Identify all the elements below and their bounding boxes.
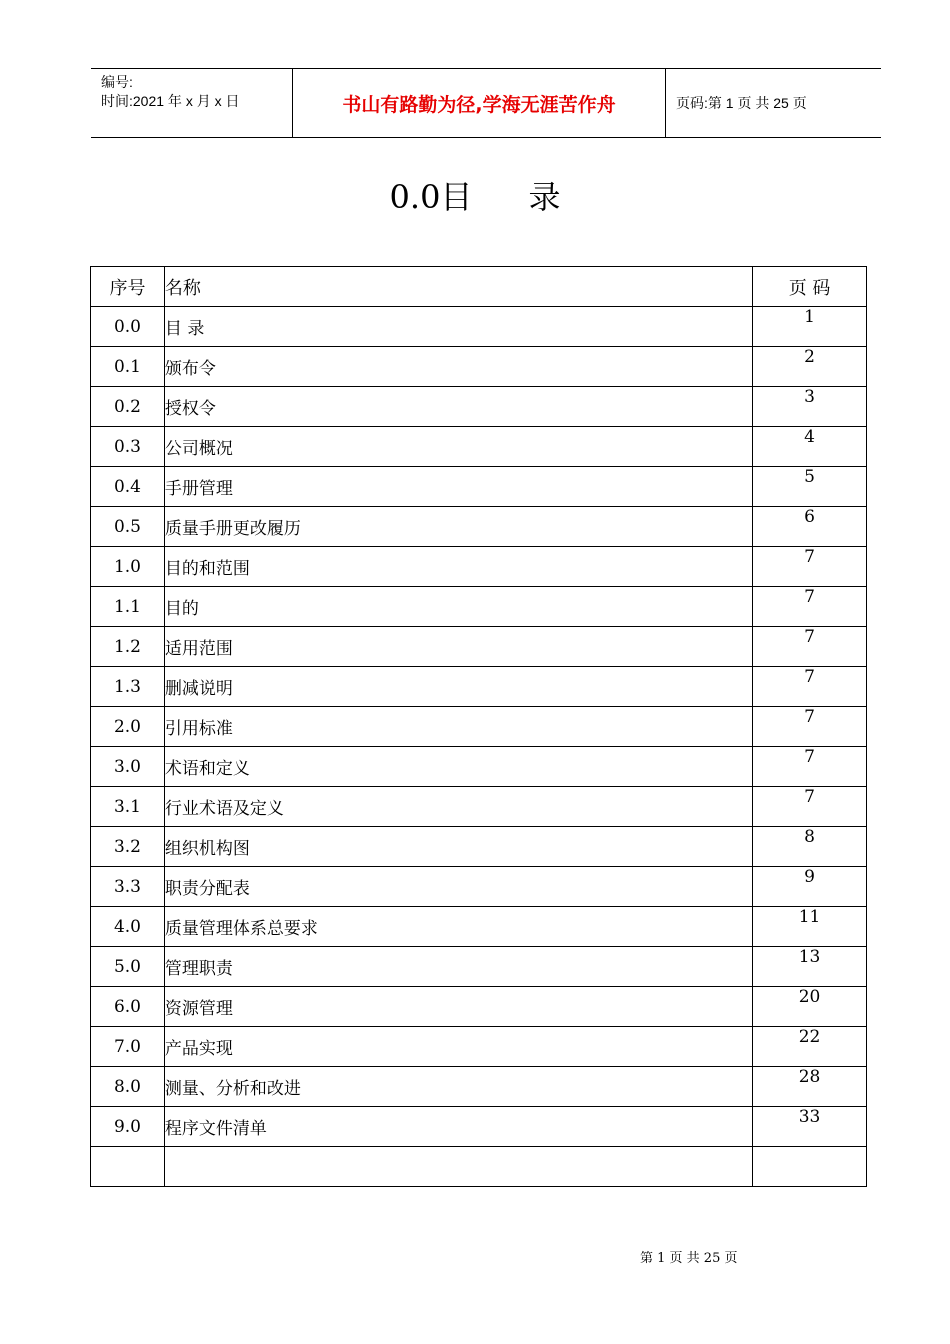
table-row <box>91 307 867 347</box>
row-page: 9 <box>753 867 867 907</box>
row-page: 33 <box>753 1107 867 1147</box>
header-page: 页 码 <box>753 267 867 307</box>
contents-table <box>90 266 867 1187</box>
row-name: 颁布令 <box>164 347 752 387</box>
table-row <box>91 347 867 387</box>
row-name: 管理职责 <box>164 947 752 987</box>
row-number: 3.1 <box>91 787 165 827</box>
row-number: 0.3 <box>91 427 165 467</box>
row-name: 组织机构图 <box>164 827 752 867</box>
header-meta <box>91 69 293 137</box>
table-row <box>91 907 867 947</box>
row-page: 5 <box>753 467 867 507</box>
header-motto: 书山有路勤为径,学海无涯苦作舟 <box>293 69 666 137</box>
table-row <box>91 627 867 667</box>
row-name: 行业术语及定义 <box>164 787 752 827</box>
title-suffix: 录 <box>528 178 561 216</box>
row-number: 3.3 <box>91 867 165 907</box>
row-number: 5.0 <box>91 947 165 987</box>
row-name: 目 录 <box>164 307 752 347</box>
row-page: 7 <box>753 667 867 707</box>
row-page: 1 <box>753 307 867 347</box>
row-name: 质量手册更改履历 <box>164 507 752 547</box>
row-name: 职责分配表 <box>164 867 752 907</box>
row-number: 0.4 <box>91 467 165 507</box>
row-page: 28 <box>753 1067 867 1107</box>
row-number: 1.3 <box>91 667 165 707</box>
row-name: 公司概况 <box>164 427 752 467</box>
row-page: 6 <box>753 507 867 547</box>
row-number: 7.0 <box>91 1027 165 1067</box>
table-row <box>91 427 867 467</box>
row-name: 术语和定义 <box>164 747 752 787</box>
header-name: 名称 <box>164 267 752 307</box>
row-number: 2.0 <box>91 707 165 747</box>
row-page: 3 <box>753 387 867 427</box>
row-number: 0.2 <box>91 387 165 427</box>
row-number: 0.5 <box>91 507 165 547</box>
row-name <box>164 1147 752 1187</box>
page-header <box>91 68 881 138</box>
table-row <box>91 587 867 627</box>
row-name: 手册管理 <box>164 467 752 507</box>
row-number: 4.0 <box>91 907 165 947</box>
row-page: 7 <box>753 547 867 587</box>
row-page: 2 <box>753 347 867 387</box>
table-row <box>91 467 867 507</box>
table-row <box>91 387 867 427</box>
row-number: 3.2 <box>91 827 165 867</box>
row-name: 测量、分析和改进 <box>164 1067 752 1107</box>
row-page: 7 <box>753 627 867 667</box>
table-row <box>91 1067 867 1107</box>
row-name: 引用标准 <box>164 707 752 747</box>
table-row <box>91 667 867 707</box>
row-page: 7 <box>753 787 867 827</box>
table-row <box>91 947 867 987</box>
time-line: 时间:2021 年 x 月 x 日 <box>101 93 240 109</box>
table-row <box>91 1107 867 1147</box>
header-page-number: 页码:第 1 页 共 25 页 <box>676 95 807 111</box>
row-number: 1.1 <box>91 587 165 627</box>
row-number: 8.0 <box>91 1067 165 1107</box>
row-name: 程序文件清单 <box>164 1107 752 1147</box>
table-row <box>91 747 867 787</box>
row-page: 8 <box>753 827 867 867</box>
title-text: 0.0目 <box>389 178 473 216</box>
table-row <box>91 507 867 547</box>
table-row <box>91 547 867 587</box>
row-number: 3.0 <box>91 747 165 787</box>
table-row <box>91 827 867 867</box>
row-name: 授权令 <box>164 387 752 427</box>
row-number: 9.0 <box>91 1107 165 1147</box>
row-name: 产品实现 <box>164 1027 752 1067</box>
table-row <box>91 787 867 827</box>
row-page: 7 <box>753 707 867 747</box>
header-number: 序号 <box>91 267 165 307</box>
row-page: 22 <box>753 1027 867 1067</box>
row-page: 20 <box>753 987 867 1027</box>
row-name: 目的 <box>164 587 752 627</box>
row-page: 7 <box>753 747 867 787</box>
row-page: 13 <box>753 947 867 987</box>
row-number: 1.0 <box>91 547 165 587</box>
page-footer: 第 1 页 共 25 页 <box>640 1251 738 1266</box>
row-page: 4 <box>753 427 867 467</box>
row-number: 0.0 <box>91 307 165 347</box>
document-title <box>0 172 950 218</box>
row-page <box>753 1147 867 1187</box>
row-name: 资源管理 <box>164 987 752 1027</box>
row-name: 目的和范围 <box>164 547 752 587</box>
number-label: 编号: <box>101 74 133 90</box>
row-number: 6.0 <box>91 987 165 1027</box>
table-row <box>91 1147 867 1187</box>
row-number: 0.1 <box>91 347 165 387</box>
row-name: 质量管理体系总要求 <box>164 907 752 947</box>
table-row <box>91 867 867 907</box>
row-name: 删减说明 <box>164 667 752 707</box>
row-page: 11 <box>753 907 867 947</box>
row-page: 7 <box>753 587 867 627</box>
table-row <box>91 707 867 747</box>
row-name: 适用范围 <box>164 627 752 667</box>
row-number: 1.2 <box>91 627 165 667</box>
table-row <box>91 987 867 1027</box>
table-header-row <box>91 267 867 307</box>
table-row <box>91 1027 867 1067</box>
row-number <box>91 1147 165 1187</box>
